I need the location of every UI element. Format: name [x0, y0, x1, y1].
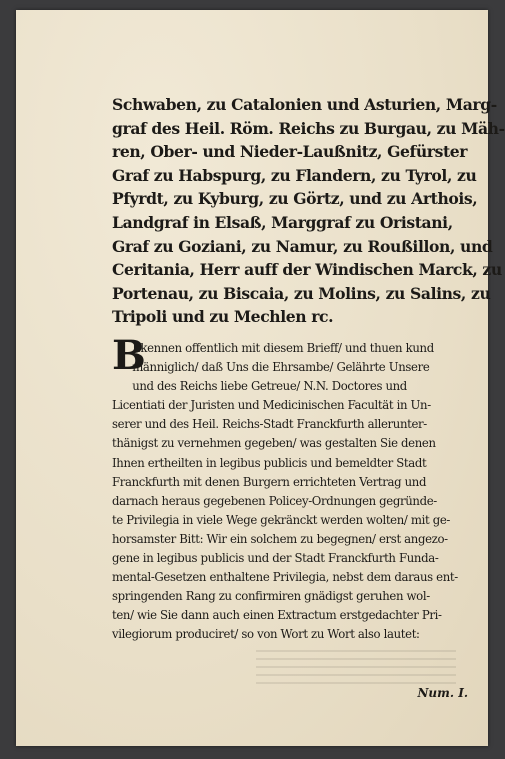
body-line: Ihnen ertheilten in legibus publicis und bemeldter Stadt	[112, 455, 427, 470]
body-line: und des Reichs liebe Getreue/ N.N. Doctores und	[112, 379, 407, 394]
heading-line: Ceritania, Herr auff der Windischen Marck, zu	[112, 260, 502, 280]
body-line: mental-Gesetzen enthaltene Privilegia, nebst dem daraus ent-	[112, 570, 458, 585]
heading-line: Tripoli und zu Mechlen rc.	[112, 307, 334, 327]
body-line: springenden Rang zu confirmiren gnädigst geruhen wol-	[112, 589, 430, 604]
body-line: ten/ wie Sie dann auch einen Extractum erstgedachter Pri-	[112, 608, 442, 623]
body-line: te Privilegia in viele Wege gekränckt werden wolten/ mit ge-	[112, 512, 451, 527]
heading-line: Portenau, zu Biscaia, zu Molins, zu Salins, zu	[112, 283, 491, 303]
body-line: Franckfurth mit denen Burgern errichteten Vertrag und	[112, 474, 427, 489]
body-line: thänigst zu vernehmen gegeben/ was gestalten Sie denen	[112, 436, 436, 451]
heading-line: ren, Ober- und Nieder-Laußnitz, Gefürster	[112, 142, 468, 162]
body-line: Ekennen offentlich mit diesem Brieff/ und thuen kund	[112, 341, 434, 355]
heading-line: Graf zu Goziani, zu Namur, zu Roußillon, und	[112, 236, 493, 256]
show-through-ink	[256, 650, 456, 690]
catchword: Num. I.	[417, 686, 468, 700]
heading-line: graf des Heil. Röm. Reichs zu Burgau, zu Mäh-	[112, 118, 505, 138]
heading-line: Pfyrdt, zu Kyburg, zu Görtz, und zu Arthois,	[112, 189, 478, 209]
heading-titles	[112, 93, 505, 329]
body-line: darnach heraus gegebenen Policey-Ordnungen gegründe-	[112, 493, 437, 508]
body-line: Licentiati der Juristen und Medicinischen Facultät in Un-	[112, 398, 431, 413]
heading-line: Schwaben, zu Catalonien und Asturien, Marg-	[112, 95, 497, 114]
drop-capital: B	[112, 332, 146, 379]
body-line: vilegiorum produciret/ so von Wort zu Wort also lautet:	[112, 627, 420, 642]
heading-line: Landgraf in Elsaß, Marggraf zu Oristani,	[112, 212, 453, 232]
body-line: serer und des Heil. Reichs-Stadt Franckfurth allerunter-	[112, 417, 427, 432]
body-line: horsamster Bitt: Wir ein solchem zu begegnen/ erst angezo-	[112, 531, 448, 546]
body-line: gene in legibus publicis und der Stadt Franckfurth Fundа-	[112, 551, 439, 566]
body-paragraph	[112, 339, 462, 645]
body-line: männiglich/ daß Uns die Ehrsambe/ Gelährte Unsere	[112, 360, 430, 375]
heading-line: Graf zu Habspurg, zu Flandern, zu Tyrol, zu	[112, 165, 477, 185]
